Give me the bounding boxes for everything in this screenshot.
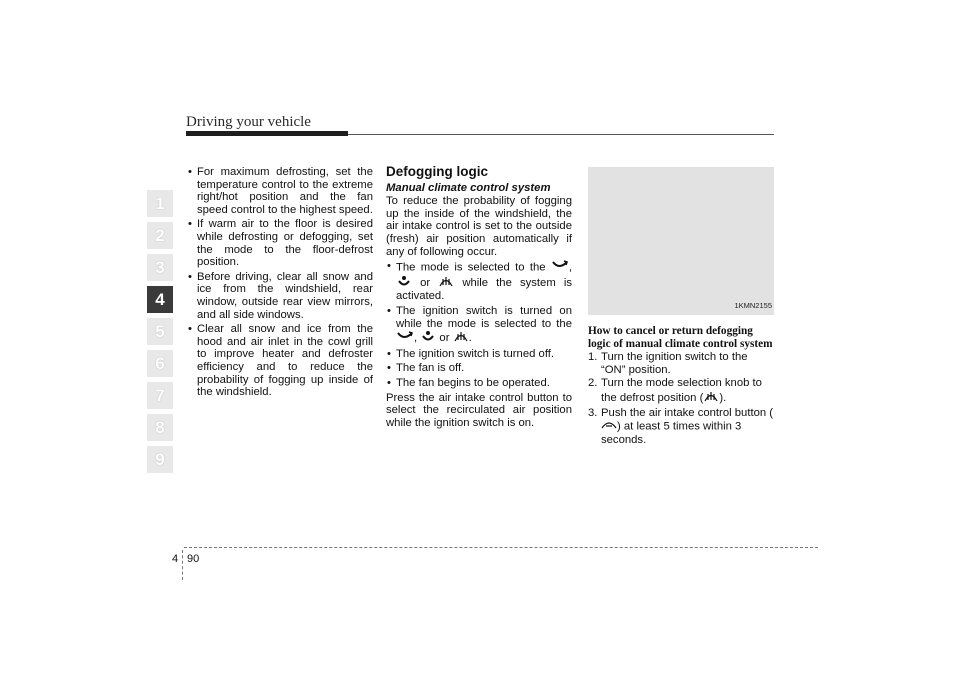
list-item: • Clear all snow and ice from the hood and air inlet in the cowl grill to improve heater and defroster efficiency and to reduce the probability of fogging up inside of the windshield. [187, 323, 373, 399]
step-number: 3. [588, 406, 598, 419]
chapter-tab-8[interactable]: 8 [147, 414, 173, 441]
list-item: • The ignition switch is turned on while the mode is selected to the , or . [386, 305, 572, 346]
list-item: • The ignition switch is turned off. [386, 348, 572, 361]
defrost-icon [453, 330, 469, 346]
defrost-icon [438, 275, 454, 291]
step-text: Turn the mode selection knob to the defrost position ( [601, 377, 762, 404]
list-item: • For maximum defrosting, set the temperature control to the extreme right/hot position and the fan speed control to the highest speed. [187, 166, 373, 216]
list-item: • If warm air to the floor is desired while defrosting or defogging, set the mode to the floor-defrost position. [187, 218, 373, 268]
section-subheading: Manual climate control system [386, 181, 551, 194]
chapter-tab-6[interactable]: 6 [147, 350, 173, 377]
bullet-text: The ignition switch is turned on while the mode is selected to the [396, 304, 572, 330]
chapter-index [147, 190, 173, 478]
chapter-tab-2[interactable]: 2 [147, 222, 173, 249]
numbered-step [588, 407, 774, 447]
image-caption: 1KMN2155 [734, 301, 772, 311]
step-text: Turn the ignition switch to the “ON” position. [601, 351, 748, 376]
bullet-text: while the system is activated. [396, 276, 572, 303]
chapter-tab-9[interactable]: 9 [147, 446, 173, 473]
step-text: ). [719, 391, 727, 404]
step-text: Push the air intake control button ( [601, 406, 774, 419]
list-item: • Before driving, clear all snow and ice from the windshield, rear window, outside rear view mirrors, and all side windows. [187, 271, 373, 321]
column-3 [588, 166, 774, 447]
floor-mode-icon [420, 330, 436, 346]
defrost-floor-mode-icon [396, 331, 414, 346]
outro-paragraph: Press the air intake control button to select the recirculated air position while the ignition switch is on. [386, 391, 572, 429]
header-accent-bar [186, 131, 348, 136]
footer-divider [182, 550, 183, 580]
bullet-text: The mode is selected to the [396, 261, 546, 274]
section-heading: Defogging logic [386, 164, 488, 179]
column-2 [386, 166, 572, 429]
intro-paragraph: To reduce the probability of fogging up the inside of the windshield, the air intake control is set to the outside (fresh) air position automatically if any of following occur. [386, 195, 572, 258]
step-text: ) at least 5 times within 3 seconds. [601, 420, 742, 446]
step-number: 2. [588, 377, 598, 390]
column-1 [187, 166, 373, 401]
defrost-icon [703, 390, 719, 406]
list-item: • The mode is selected to the , or while the system is activated. [386, 260, 572, 303]
footer-rule [184, 547, 818, 548]
numbered-step [588, 377, 774, 405]
chapter-tab-5[interactable]: 5 [147, 318, 173, 345]
chapter-tab-4[interactable]: 4 [147, 286, 173, 313]
step-number: 1. [588, 351, 598, 364]
bullet-text: or [420, 276, 431, 289]
defrost-floor-mode-icon [551, 260, 569, 275]
chapter-tab-3[interactable]: 3 [147, 254, 173, 281]
air-intake-icon [601, 419, 617, 434]
chapter-tab-7[interactable]: 7 [147, 382, 173, 409]
list-item: • The fan is off. [386, 362, 572, 375]
footer-page-number: 90 [187, 553, 200, 565]
page-header-title: Driving your vehicle [186, 114, 311, 130]
footer-chapter-number: 4 [172, 553, 179, 565]
illustration-placeholder [588, 167, 774, 315]
section-heading: How to cancel or return defogging logic of manual climate control system [588, 325, 773, 350]
list-item: • The fan begins to be operated. [386, 377, 572, 390]
bullet-text: or [439, 331, 450, 344]
chapter-tab-1[interactable]: 1 [147, 190, 173, 217]
numbered-step [588, 351, 774, 376]
floor-mode-icon [396, 275, 412, 291]
